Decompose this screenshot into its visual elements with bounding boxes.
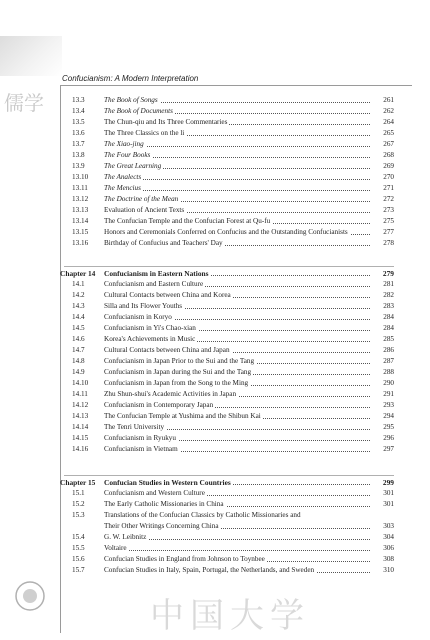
entry-title <box>104 356 370 367</box>
entry-title <box>104 323 370 334</box>
entry-number: 15.2 <box>72 500 85 508</box>
entry-page-number: 301 <box>383 500 394 508</box>
toc-entry <box>64 106 394 117</box>
entry-title <box>104 312 370 323</box>
entry-number: 15.3 <box>72 511 85 519</box>
entry-number: 14.10 <box>72 379 89 387</box>
entry-title <box>104 422 370 433</box>
entry-number: 14.7 <box>72 346 85 354</box>
entry-title-text: Confucianism in Eastern Nations <box>104 269 209 278</box>
toc-entry <box>64 433 394 444</box>
entry-number: 13.3 <box>72 96 85 104</box>
entry-title <box>104 345 370 356</box>
toc-entry <box>64 161 394 172</box>
entry-title-text: The Four Books <box>104 151 151 159</box>
toc-entry <box>64 95 394 106</box>
entry-title-text: Confucianism in Koryo <box>104 313 172 321</box>
entry-title <box>104 367 370 378</box>
entry-title-text: The Chun-qiu and Its Three Commentaries <box>104 118 228 126</box>
entry-page-number: 310 <box>383 566 394 574</box>
entry-title <box>104 488 370 499</box>
entry-number: Chapter 15 <box>60 478 96 487</box>
entry-title <box>104 389 370 400</box>
toc-entry <box>64 422 394 433</box>
toc-entry <box>64 194 394 205</box>
entry-title-text: The Three Classics on the li <box>104 129 185 137</box>
entry-page-number: 269 <box>383 162 394 170</box>
entry-title <box>104 433 370 444</box>
toc-entry <box>64 216 394 227</box>
entry-title-text: The Tenri University <box>104 423 165 431</box>
entry-number: 14.8 <box>72 357 85 365</box>
toc-entry <box>64 323 394 334</box>
entry-page-number: 299 <box>382 478 394 487</box>
entry-number: 14.2 <box>72 291 85 299</box>
entry-page-number: 306 <box>383 544 394 552</box>
toc-entry <box>64 279 394 290</box>
toc-entry-continuation <box>64 521 394 532</box>
entry-page-number: 301 <box>383 489 394 497</box>
entry-title <box>104 411 370 422</box>
toc-entry <box>64 532 394 543</box>
entry-title-text: Korea's Achievements in Music <box>104 335 196 343</box>
entry-title <box>104 499 370 510</box>
entry-page-number: 283 <box>383 302 394 310</box>
entry-title <box>104 194 370 205</box>
entry-number: 15.7 <box>72 566 85 574</box>
entry-number: 13.15 <box>72 228 89 236</box>
entry-title-text: Confucianism and Eastern Culture <box>104 280 204 288</box>
chapter-heading <box>60 268 394 279</box>
entry-title <box>104 106 370 117</box>
entry-title <box>104 444 370 455</box>
entry-page-number: 286 <box>383 346 394 354</box>
toc-chapter-15 <box>60 477 394 576</box>
entry-title-text: Silla and Its Flower Youths <box>104 302 183 310</box>
toc-entry <box>64 334 394 345</box>
entry-number: 14.3 <box>72 302 85 310</box>
entry-number: 13.10 <box>72 173 89 181</box>
toc-entry <box>64 510 394 521</box>
toc-entry <box>64 205 394 216</box>
entry-number: 13.6 <box>72 129 85 137</box>
entry-title <box>104 477 370 488</box>
entry-title-text: Zhu Shun-shui's Academic Activities in Japan <box>104 390 237 398</box>
entry-title <box>104 268 370 279</box>
toc-entry <box>64 389 394 400</box>
entry-page-number: 303 <box>383 522 394 530</box>
entry-number: 13.4 <box>72 107 85 115</box>
entry-page-number: 281 <box>383 280 394 288</box>
entry-number: 15.5 <box>72 544 85 552</box>
decorative-landscape-art <box>0 36 62 76</box>
entry-number: 14.6 <box>72 335 85 343</box>
entry-page-number: 273 <box>383 206 394 214</box>
entry-title <box>104 334 370 345</box>
toc-entry <box>64 172 394 183</box>
entry-number: 14.13 <box>72 412 89 420</box>
entry-title <box>104 510 370 521</box>
toc-entry <box>64 128 394 139</box>
entry-page-number: 297 <box>383 445 394 453</box>
toc-entry <box>64 150 394 161</box>
entry-title <box>104 378 370 389</box>
entry-page-number: 288 <box>383 368 394 376</box>
toc-entry <box>64 356 394 367</box>
toc-entry <box>64 238 394 249</box>
entry-title <box>104 532 370 543</box>
entry-page-number: 267 <box>383 140 394 148</box>
entry-page-number: 275 <box>383 217 394 225</box>
entry-title <box>104 301 370 312</box>
entry-page-number: 265 <box>383 129 394 137</box>
chapter-14-rule <box>64 266 394 267</box>
entry-title-text: Confucian Studies in England from Johnson to Toynbee <box>104 555 265 563</box>
entry-title <box>104 554 370 565</box>
entry-number: 14.5 <box>72 324 85 332</box>
entry-title-text: Evaluation of Ancient Texts <box>104 206 185 214</box>
entry-number: 13.11 <box>72 184 88 192</box>
entry-number: Chapter 14 <box>60 269 96 278</box>
entry-number: 15.4 <box>72 533 85 541</box>
entry-page-number: 295 <box>383 423 394 431</box>
entry-page-number: 262 <box>383 107 394 115</box>
entry-title-text: The Early Catholic Missionaries in China <box>104 500 224 508</box>
entry-page-number: 294 <box>383 412 394 420</box>
entry-page-number: 261 <box>383 96 394 104</box>
entry-title <box>104 161 370 172</box>
entry-title-text: The Confucian Temple and the Confucian Forest at Qu-fu <box>104 217 271 225</box>
entry-title-text: The Mencius <box>104 184 141 192</box>
entry-title <box>104 205 370 216</box>
toc-entry <box>64 378 394 389</box>
entry-page-number: 279 <box>382 269 394 278</box>
toc-entry <box>64 543 394 554</box>
chapter-heading <box>60 477 394 488</box>
toc-entry <box>64 499 394 510</box>
entry-title-text: Confucianism in Ryukyu <box>104 434 176 442</box>
entry-page-number: 264 <box>383 118 394 126</box>
entry-title <box>104 128 370 139</box>
entry-number: 13.5 <box>72 118 85 126</box>
toc-chapter-14 <box>60 268 394 455</box>
toc-entry <box>64 565 394 576</box>
entry-page-number: 287 <box>383 357 394 365</box>
entry-title <box>104 543 370 554</box>
toc-entry <box>64 227 394 238</box>
toc-section-13 <box>64 95 394 249</box>
entry-title-text: The Great Learning <box>104 162 162 170</box>
entry-title <box>104 238 370 249</box>
entry-title-text: The Book of Songs <box>104 96 158 104</box>
entry-page-number: 293 <box>383 401 394 409</box>
entry-number: 14.15 <box>72 434 89 442</box>
entry-title-text: Confucianism in Japan during the Sui and the Tang <box>104 368 252 376</box>
chapter-15-rule <box>64 475 394 476</box>
entry-page-number: 270 <box>383 173 394 181</box>
entry-title <box>104 290 370 301</box>
entry-number: 13.16 <box>72 239 89 247</box>
entry-title <box>104 400 370 411</box>
entry-page-number: 282 <box>383 291 394 299</box>
entry-page-number: 277 <box>383 228 394 236</box>
university-logo-icon <box>0 574 62 614</box>
watermark: 中国大学 <box>150 596 310 636</box>
entry-page-number: 271 <box>383 184 394 192</box>
running-head: Confucianism: A Modern Interpretation <box>62 74 199 83</box>
entry-number: 13.13 <box>72 206 89 214</box>
entry-title <box>104 95 370 106</box>
entry-number: 14.11 <box>72 390 88 398</box>
entry-title-text: The Xiao-jing <box>104 140 144 148</box>
entry-number: 14.4 <box>72 313 85 321</box>
entry-title-text: G. W. Leibnitz <box>104 533 147 541</box>
toc-entry <box>64 139 394 150</box>
toc-entry <box>64 411 394 422</box>
entry-title <box>104 183 370 194</box>
entry-page-number: 284 <box>383 313 394 321</box>
entry-title-text: The Confucian Temple at Yushima and the Shibun Kai <box>104 412 261 420</box>
margin-rule <box>60 85 61 633</box>
toc-entry <box>64 301 394 312</box>
entry-number: 13.7 <box>72 140 85 148</box>
entry-number: 13.14 <box>72 217 89 225</box>
entry-number: 15.1 <box>72 489 85 497</box>
seal-characters: 儒学 <box>4 91 44 115</box>
toc-entry <box>64 488 394 499</box>
entry-title-continued <box>104 521 370 532</box>
header-rule <box>60 85 412 86</box>
entry-title <box>104 279 370 290</box>
entry-title-text: Confucianism in Vietnam <box>104 445 178 453</box>
entry-page-number: 308 <box>383 555 394 563</box>
entry-title-text: Confucian Studies in Western Countries <box>104 478 231 487</box>
entry-page-number: 296 <box>383 434 394 442</box>
toc-entry <box>64 345 394 356</box>
entry-number: 13.8 <box>72 151 85 159</box>
entry-page-number: 284 <box>383 324 394 332</box>
entry-title-continued-text: Their Other Writings Concerning China <box>104 522 219 530</box>
entry-page-number: 291 <box>383 390 394 398</box>
entry-title-text: The Analects <box>104 173 142 181</box>
toc-entry <box>64 183 394 194</box>
entry-number: 14.9 <box>72 368 85 376</box>
entry-number: 13.12 <box>72 195 89 203</box>
entry-title <box>104 227 370 238</box>
entry-page-number: 304 <box>383 533 394 541</box>
entry-page-number: 285 <box>383 335 394 343</box>
entry-title-text: The Book of Documents <box>104 107 173 115</box>
entry-title-text: Confucian Studies in Italy, Spain, Portugal, the Netherlands, and Sweden <box>104 566 315 574</box>
entry-title-text: Confucianism in Japan Prior to the Sui and the Tang <box>104 357 255 365</box>
entry-title <box>104 172 370 183</box>
entry-page-number: 272 <box>383 195 394 203</box>
entry-number: 14.12 <box>72 401 89 409</box>
toc-entry <box>64 367 394 378</box>
entry-title-text: Cultural Contacts between China and Japan <box>104 346 230 354</box>
entry-title-text: Birthday of Confucius and Teachers' Day <box>104 239 223 247</box>
entry-page-number: 268 <box>383 151 394 159</box>
entry-title-text: Confucianism and Western Culture <box>104 489 205 497</box>
entry-title-text: Translations of the Confucian Classics by Catholic Missionaries and <box>104 511 301 519</box>
entry-number: 14.1 <box>72 280 85 288</box>
entry-title-text: Voltaire <box>104 544 127 552</box>
entry-title <box>104 150 370 161</box>
entry-number: 14.14 <box>72 423 89 431</box>
toc-entry <box>64 400 394 411</box>
entry-title-text: The Doctrine of the Mean <box>104 195 179 203</box>
entry-title-text: Cultural Contacts between China and Korea <box>104 291 231 299</box>
entry-title <box>104 139 370 150</box>
toc-entry <box>64 554 394 565</box>
entry-page-number: 278 <box>383 239 394 247</box>
entry-title-text: Confucianism in Contemporary Japan <box>104 401 214 409</box>
toc-entry <box>64 117 394 128</box>
toc-entry <box>64 312 394 323</box>
entry-page-number: 290 <box>383 379 394 387</box>
entry-title-text: Confucianism in Yi's Chao-xian <box>104 324 196 332</box>
entry-number: 14.16 <box>72 445 89 453</box>
entry-number: 13.9 <box>72 162 85 170</box>
entry-title-text: Confucianism in Japan from the Song to the Ming <box>104 379 249 387</box>
entry-title <box>104 117 370 128</box>
entry-title <box>104 216 370 227</box>
entry-number: 15.6 <box>72 555 85 563</box>
entry-title-text: Honors and Ceremonials Conferred on Confucius and the Outstanding Confucianists <box>104 228 348 236</box>
entry-title <box>104 565 370 576</box>
toc-entry <box>64 290 394 301</box>
toc-entry <box>64 444 394 455</box>
